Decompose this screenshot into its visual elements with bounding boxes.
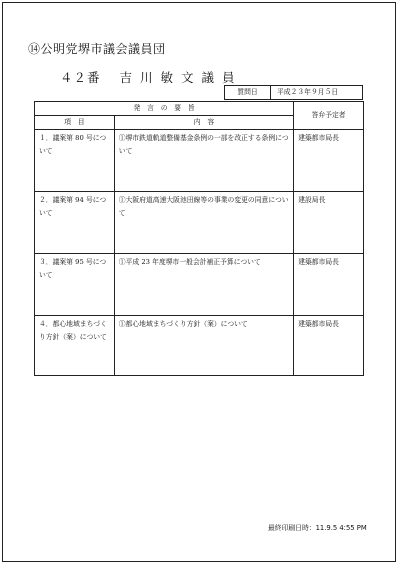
row-responder: 建築都市局長	[294, 315, 364, 375]
date-value: 平成２３年９月５日	[271, 86, 363, 100]
row-responder: 建築都市局長	[294, 253, 364, 315]
member-name: 吉川敏文議員	[119, 70, 243, 85]
table-row	[35, 129, 364, 191]
date-box	[224, 85, 363, 100]
table-row	[35, 315, 364, 375]
header-group: 発 言 の 要 旨	[35, 102, 294, 116]
row-item: ４．都心地域まちづくり方針（案）について	[35, 315, 115, 375]
row-item: ３．議案第 95 号について	[35, 253, 115, 315]
row-item: ２．議案第 94 号について	[35, 191, 115, 253]
header-responder: 答弁予定者	[294, 102, 364, 130]
header-content: 内 容	[114, 115, 293, 129]
row-content: ①平成 23 年度堺市一般会計補正予算について	[114, 253, 293, 315]
header-item: 項 目	[35, 115, 115, 129]
row-content: ①堺市鉄道軌道整備基金条例の一部を改正する条例について	[114, 129, 293, 191]
question-table	[34, 101, 364, 376]
date-label: 質問日	[225, 86, 271, 100]
table-row	[35, 253, 364, 315]
row-item: １．議案第 80 号について	[35, 129, 115, 191]
row-content: ①大阪府道高速大阪池田線等の事業の変更の同意について	[114, 191, 293, 253]
row-responder: 建設局長	[294, 191, 364, 253]
table-row	[35, 191, 364, 253]
row-content: ①都心地域まちづくり方針（案）について	[114, 315, 293, 375]
print-timestamp: 最終印刷日時：11.9.5 4:55 PM	[268, 524, 367, 532]
member-number: ４２番	[60, 70, 101, 85]
row-responder: 建築都市局長	[294, 129, 364, 191]
member-line	[60, 68, 243, 86]
group-title: ⑭公明党堺市議会議員団	[28, 42, 166, 56]
